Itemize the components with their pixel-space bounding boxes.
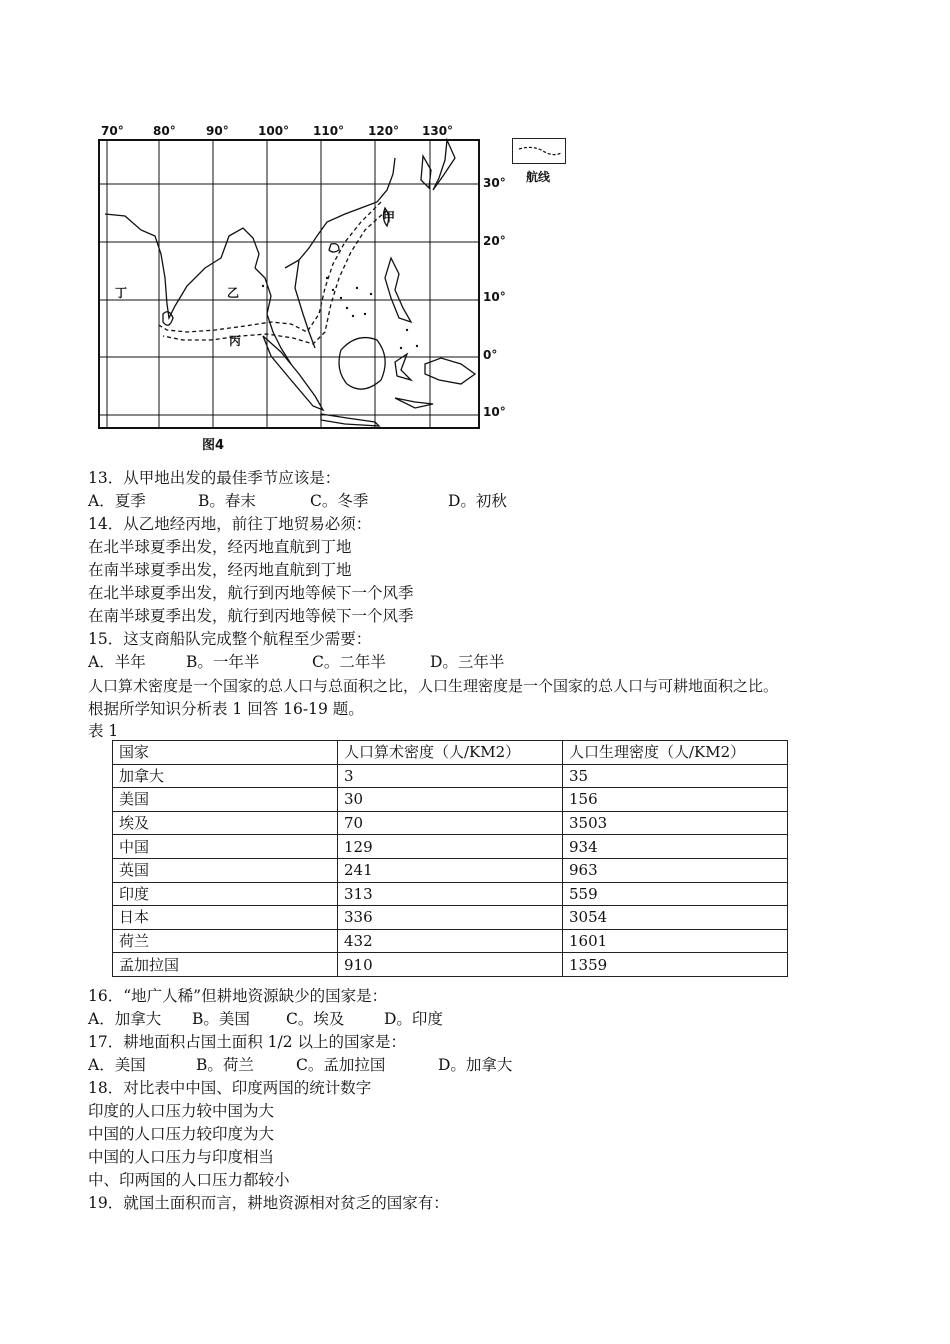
cell-arith: 3 [338, 764, 563, 788]
q16-options [88, 1009, 443, 1029]
table-row [113, 953, 788, 977]
density-table [112, 740, 788, 977]
lat-label-20n: 20° [483, 234, 506, 248]
place-label-jia: 甲 [383, 210, 396, 224]
table-row [113, 835, 788, 859]
table-row [113, 788, 788, 812]
q17-stem: 17．耕地面积占国土面积 1/2 以上的国家是： [88, 1033, 407, 1051]
table-row [113, 906, 788, 930]
cell-arith: 910 [338, 953, 563, 977]
table-row [113, 811, 788, 835]
q15-option-d: D。三年半 [430, 653, 505, 671]
cell-phys: 35 [563, 764, 788, 788]
q15-options [88, 652, 504, 672]
cell-country: 加拿大 [113, 764, 338, 788]
cell-arith: 432 [338, 929, 563, 953]
q13-option-c: C。冬季 [310, 492, 369, 510]
cell-arith: 336 [338, 906, 563, 930]
cell-country: 日本 [113, 906, 338, 930]
lat-label-0: 0° [483, 348, 498, 362]
q18-choice-1: 印度的人口压力较中国为大 [88, 1102, 275, 1120]
intro-instruction: 根据所学知识分析表 1 回答 16-19 题。 [88, 700, 364, 718]
lon-label-90: 90° [206, 124, 229, 138]
q15-option-a: A．半年 [88, 653, 146, 671]
q16-option-b: B。美国 [192, 1010, 250, 1028]
q17-option-a: A．美国 [88, 1056, 146, 1074]
lon-label-70: 70° [101, 124, 124, 138]
cell-country: 美国 [113, 788, 338, 812]
lon-label-130: 130° [422, 124, 454, 138]
q14-choice-1: 在北半球夏季出发，经丙地直航到丁地 [88, 538, 352, 556]
q16-stem: 16．“地广人稀”但耕地资源缺少的国家是： [88, 987, 388, 1005]
cell-arith: 30 [338, 788, 563, 812]
q16-option-a: A．加拿大 [88, 1010, 162, 1028]
q16-option-c: C。埃及 [286, 1010, 345, 1028]
q13-option-d: D。初秋 [448, 492, 507, 510]
map-drawing [95, 118, 575, 438]
lat-label-10s: 10° [483, 405, 506, 419]
table-row [113, 882, 788, 906]
lon-label-80: 80° [153, 124, 176, 138]
cell-country: 埃及 [113, 811, 338, 835]
cell-phys: 934 [563, 835, 788, 859]
lat-label-10n: 10° [483, 290, 506, 304]
map-legend-label: 航线 [526, 170, 551, 184]
q13-options [88, 491, 507, 511]
header-phys-density: 人口生理密度（人/KM2） [563, 741, 788, 765]
q14-choice-3: 在北半球夏季出发，航行到丙地等候下一个风季 [88, 584, 414, 602]
q18-choice-2: 中国的人口压力较印度为大 [88, 1125, 275, 1143]
q18-stem: 18．对比表中中国、印度两国的统计数字 [88, 1079, 372, 1097]
q19-stem: 19．就国土面积而言，耕地资源相对贫乏的国家有： [88, 1194, 449, 1212]
figure-caption: 图4 [202, 438, 225, 453]
place-label-bing: 丙 [229, 334, 242, 348]
q17-option-c: C。孟加拉国 [296, 1056, 386, 1074]
q16-option-d: D。印度 [384, 1010, 443, 1028]
cell-phys: 3503 [563, 811, 788, 835]
cell-country: 荷兰 [113, 929, 338, 953]
cell-phys: 963 [563, 858, 788, 882]
table-row [113, 858, 788, 882]
map-figure [95, 118, 575, 458]
route-legend-icon [513, 139, 565, 163]
cell-phys: 1359 [563, 953, 788, 977]
cell-arith: 241 [338, 858, 563, 882]
q14-choice-4: 在南半球夏季出发，航行到丙地等候下一个风季 [88, 607, 414, 625]
cell-arith: 70 [338, 811, 563, 835]
cell-phys: 1601 [563, 929, 788, 953]
q13-stem: 13．从甲地出发的最佳季节应该是： [88, 469, 341, 487]
q17-options [88, 1055, 512, 1075]
q15-option-b: B。一年半 [186, 653, 260, 671]
q15-option-c: C。二年半 [312, 653, 386, 671]
q18-choice-4: 中、印两国的人口压力都较小 [88, 1171, 290, 1189]
q18-choice-3: 中国的人口压力与印度相当 [88, 1148, 275, 1166]
place-label-yi: 乙 [227, 286, 240, 300]
cell-country: 印度 [113, 882, 338, 906]
lon-label-110: 110° [313, 124, 345, 138]
cell-country: 中国 [113, 835, 338, 859]
cell-country: 孟加拉国 [113, 953, 338, 977]
lat-label-30n: 30° [483, 176, 506, 190]
map-legend-box [512, 138, 566, 164]
table-label: 表 1 [88, 722, 119, 740]
q13-option-b: B。春末 [198, 492, 256, 510]
header-arith-density: 人口算术密度（人/KM2） [338, 741, 563, 765]
intro-definition: 人口算术密度是一个国家的总人口与总面积之比，人口生理密度是一个国家的总人口与可耕地面积之比。 [88, 677, 779, 695]
table-header-row [113, 741, 788, 765]
cell-phys: 559 [563, 882, 788, 906]
lon-label-120: 120° [368, 124, 400, 138]
q14-stem: 14．从乙地经丙地，前往丁地贸易必须： [88, 515, 372, 533]
q17-option-b: B。荷兰 [196, 1056, 254, 1074]
cell-arith: 313 [338, 882, 563, 906]
lon-label-100: 100° [258, 124, 290, 138]
q15-stem: 15．这支商船队完成整个航程至少需要： [88, 630, 372, 648]
cell-country: 英国 [113, 858, 338, 882]
q14-choice-2: 在南半球夏季出发，经丙地直航到丁地 [88, 561, 352, 579]
table-row [113, 929, 788, 953]
q13-option-a: A．夏季 [88, 492, 146, 510]
q17-option-d: D。加拿大 [438, 1056, 513, 1074]
table-row [113, 764, 788, 788]
cell-arith: 129 [338, 835, 563, 859]
header-country: 国家 [113, 741, 338, 765]
place-label-ding: 丁 [115, 286, 128, 300]
cell-phys: 3054 [563, 906, 788, 930]
cell-phys: 156 [563, 788, 788, 812]
